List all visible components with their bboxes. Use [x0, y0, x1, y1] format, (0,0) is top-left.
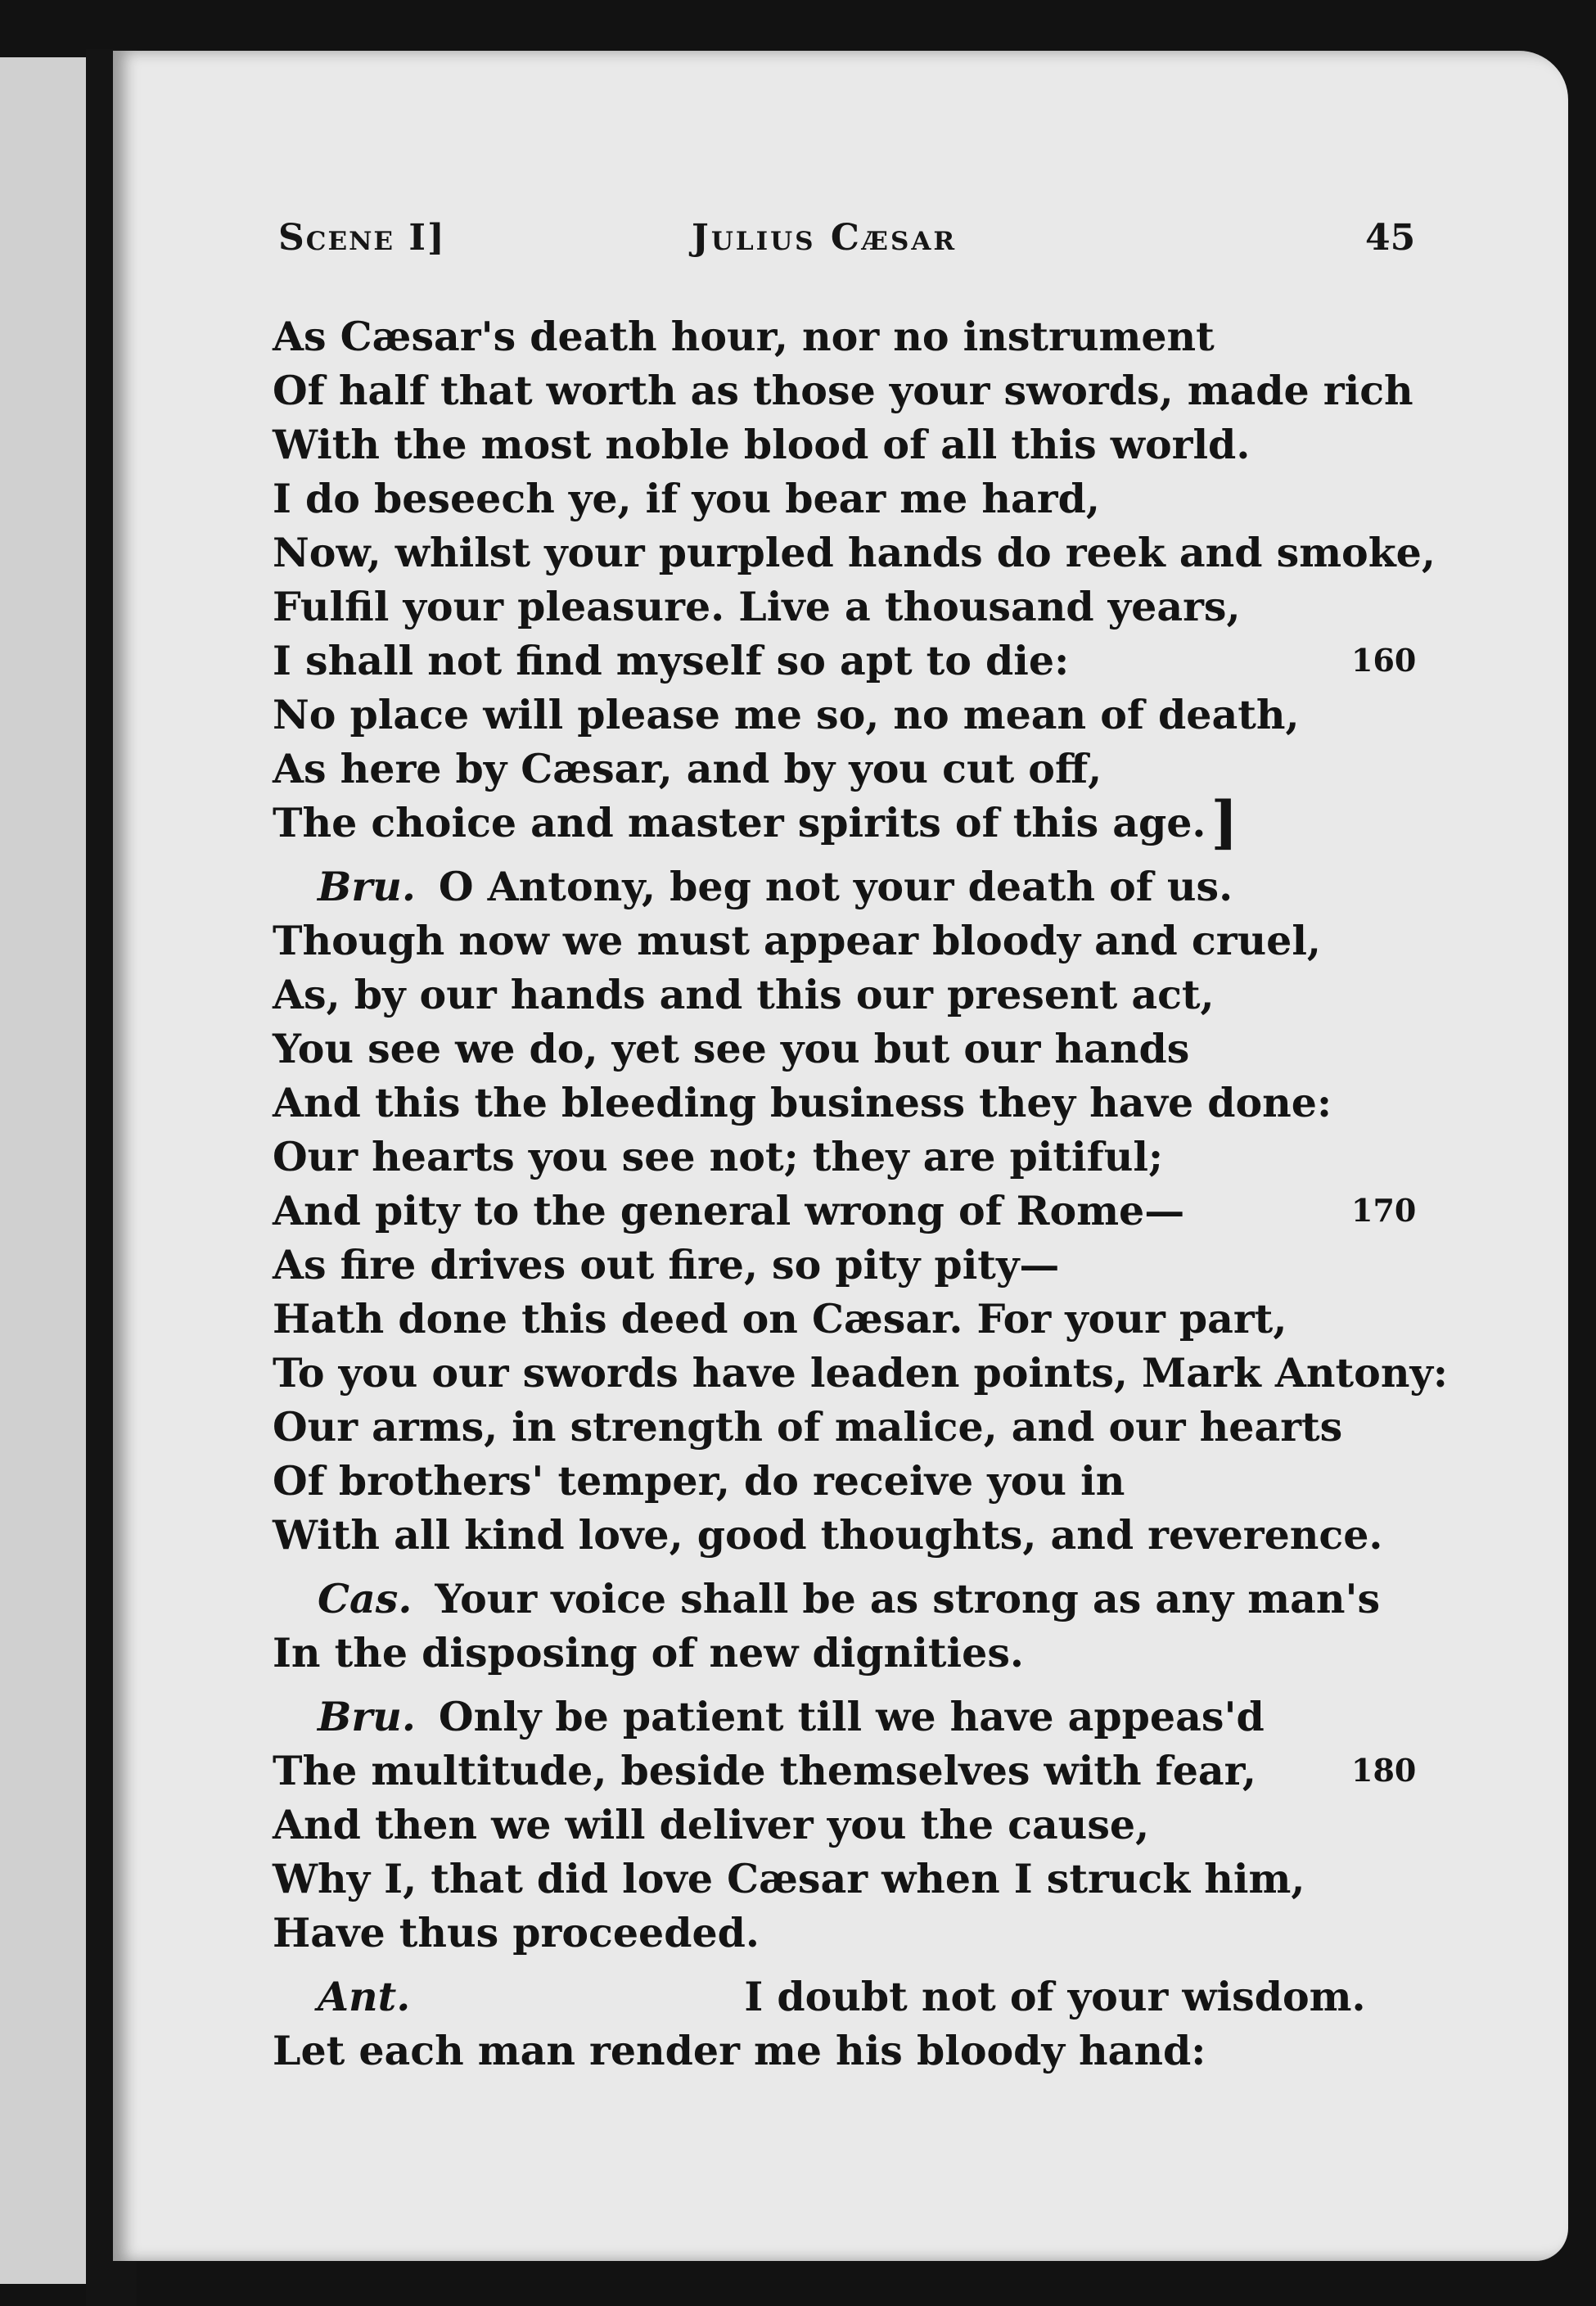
verse-line: As, by our hands and this our present act, — [273, 971, 1215, 1018]
page-number: 45 — [1365, 217, 1416, 259]
running-header — [0, 217, 1596, 266]
verse-line: Though now we must appear bloody and cruel, — [273, 917, 1321, 964]
verse-line: Now, whilst your purpled hands do reek and smoke, — [273, 529, 1436, 576]
verse-line: Fulfil your pleasure. Live a thousand years, — [273, 583, 1241, 630]
facing-page-edge — [0, 57, 86, 2284]
verse-line: With all kind love, good thoughts, and reverence. — [273, 1511, 1383, 1559]
verse-line: And pity to the general wrong of Rome— 170 — [273, 1184, 1402, 1238]
verse-line: Of half that worth as those your swords, made rich — [273, 367, 1413, 414]
verse-line: You see we do, yet see you but our hands — [273, 1025, 1190, 1072]
verse-line: As here by Cæsar, and by you cut off, — [273, 745, 1102, 792]
verse-line: Of brothers' temper, do receive you in — [273, 1457, 1125, 1505]
scene-heading: Scene I] — [278, 217, 446, 259]
verse-line: In the disposing of new dignities. — [273, 1629, 1024, 1676]
verse-line: I shall not find myself so apt to die: 160 — [273, 634, 1402, 688]
line-number: 160 — [1351, 642, 1417, 679]
speech-line: Bru. O Antony, beg not your death of us. — [318, 863, 1233, 910]
verse-line: Have thus proceeded. — [273, 1909, 760, 1956]
verse-line: Our arms, in strength of malice, and our hearts — [273, 1403, 1343, 1451]
verse-line: The multitude, beside themselves with fear, 180 — [273, 1744, 1402, 1798]
verse-line: Why I, that did love Cæsar when I struck him, — [273, 1855, 1305, 1902]
bracket-mark: ] — [1211, 788, 1238, 856]
verse-line: And then we will deliver you the cause, — [273, 1801, 1150, 1848]
speech-line: Ant. I doubt not of your wisdom. — [318, 1973, 1366, 2020]
verse-line: With the most noble blood of all this world. — [273, 421, 1251, 468]
verse-line: Our hearts you see not; they are pitiful; — [273, 1133, 1164, 1180]
speaker-name: Bru. — [318, 1693, 416, 1740]
line-number: 180 — [1351, 1752, 1417, 1789]
verse-line: As fire drives out fire, so pity pity— — [273, 1241, 1060, 1288]
verse-line: As Cæsar's death hour, nor no instrument — [273, 313, 1215, 360]
verse-line: To you our swords have leaden points, Mark Antony: — [273, 1349, 1449, 1397]
verse-line: Let each man render me his bloody hand: — [273, 2027, 1206, 2074]
speaker-name: Ant. — [318, 1973, 411, 2020]
verse-line: I do beseech ye, if you bear me hard, — [273, 475, 1100, 522]
verse-line: No place will please me so, no mean of death, — [273, 691, 1300, 738]
speech-line: Bru. Only be patient till we have appeas'd — [318, 1693, 1265, 1740]
play-text — [273, 309, 1449, 2078]
speech-line: Cas. Your voice shall be as strong as any man's — [318, 1575, 1381, 1622]
line-number: 170 — [1351, 1192, 1417, 1229]
verse-line: Hath done this deed on Cæsar. For your part, — [273, 1295, 1287, 1343]
speaker-name: Bru. — [318, 863, 416, 910]
verse-line: And this the bleeding business they have done: — [273, 1079, 1332, 1126]
speaker-name: Cas. — [318, 1575, 413, 1622]
play-title: Julius Cæsar — [692, 217, 958, 259]
verse-line: The choice and master spirits of this age.] — [273, 788, 1238, 856]
